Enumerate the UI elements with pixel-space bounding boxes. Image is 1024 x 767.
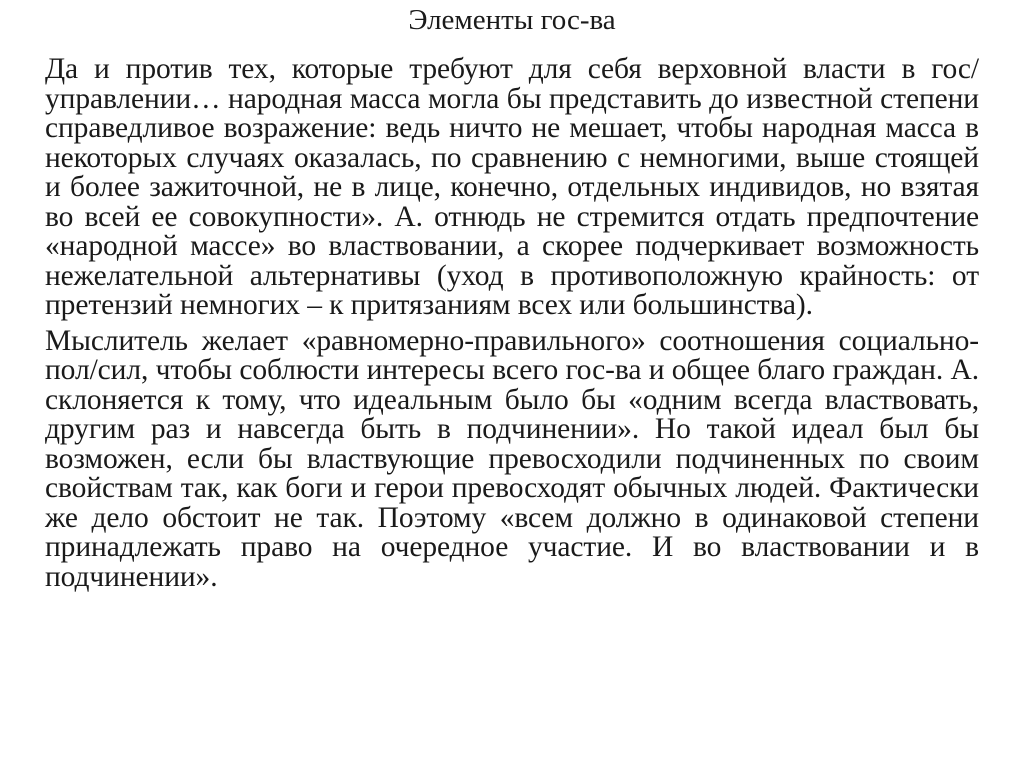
slide-title: Элементы гос-ва (408, 4, 616, 36)
paragraph-2: Мыслитель желает «равномерно-правильного» соотношения социально-пол/сил, чтобы соблюсти интересы всего гос-ва и общее благо граждан. А. склоняется к тому, что идеальным было бы «одним всегда властвовать, другим раз и навсегда быть в подчинении». Но такой идеал был бы возможен, если бы властвующие превосходили подчиненных по своим свойствам так, как боги и герои превосходят обычных людей. Фактически же дело обстоит не так. Поэтому «всем должно в одинаковой степени принадлежать право на очередное участие. И во властвовании и в подчинении». (45, 324, 979, 593)
paragraph-1: Да и против тех, которые требуют для себя верховной власти в гос/управлении… народная масса могла бы представить до известной степени справедливое возражение: ведь ничто не мешает, чтобы народная масса в некоторых случаях оказалась, по сравнению с немногими, выше стоящей и более зажиточной, не в лице, конечно, отдельных индивидов, но взятая во всей ее совокупности». А. отнюдь не стремится отдать предпочтение «народной массе» во властвовании, а скорее подчеркивает возможность нежелательной альтернативы (уход в противоположную крайность: от претензий немногих – к притязаниям всех или большинства). (45, 53, 979, 321)
slide-body (45, 55, 979, 592)
